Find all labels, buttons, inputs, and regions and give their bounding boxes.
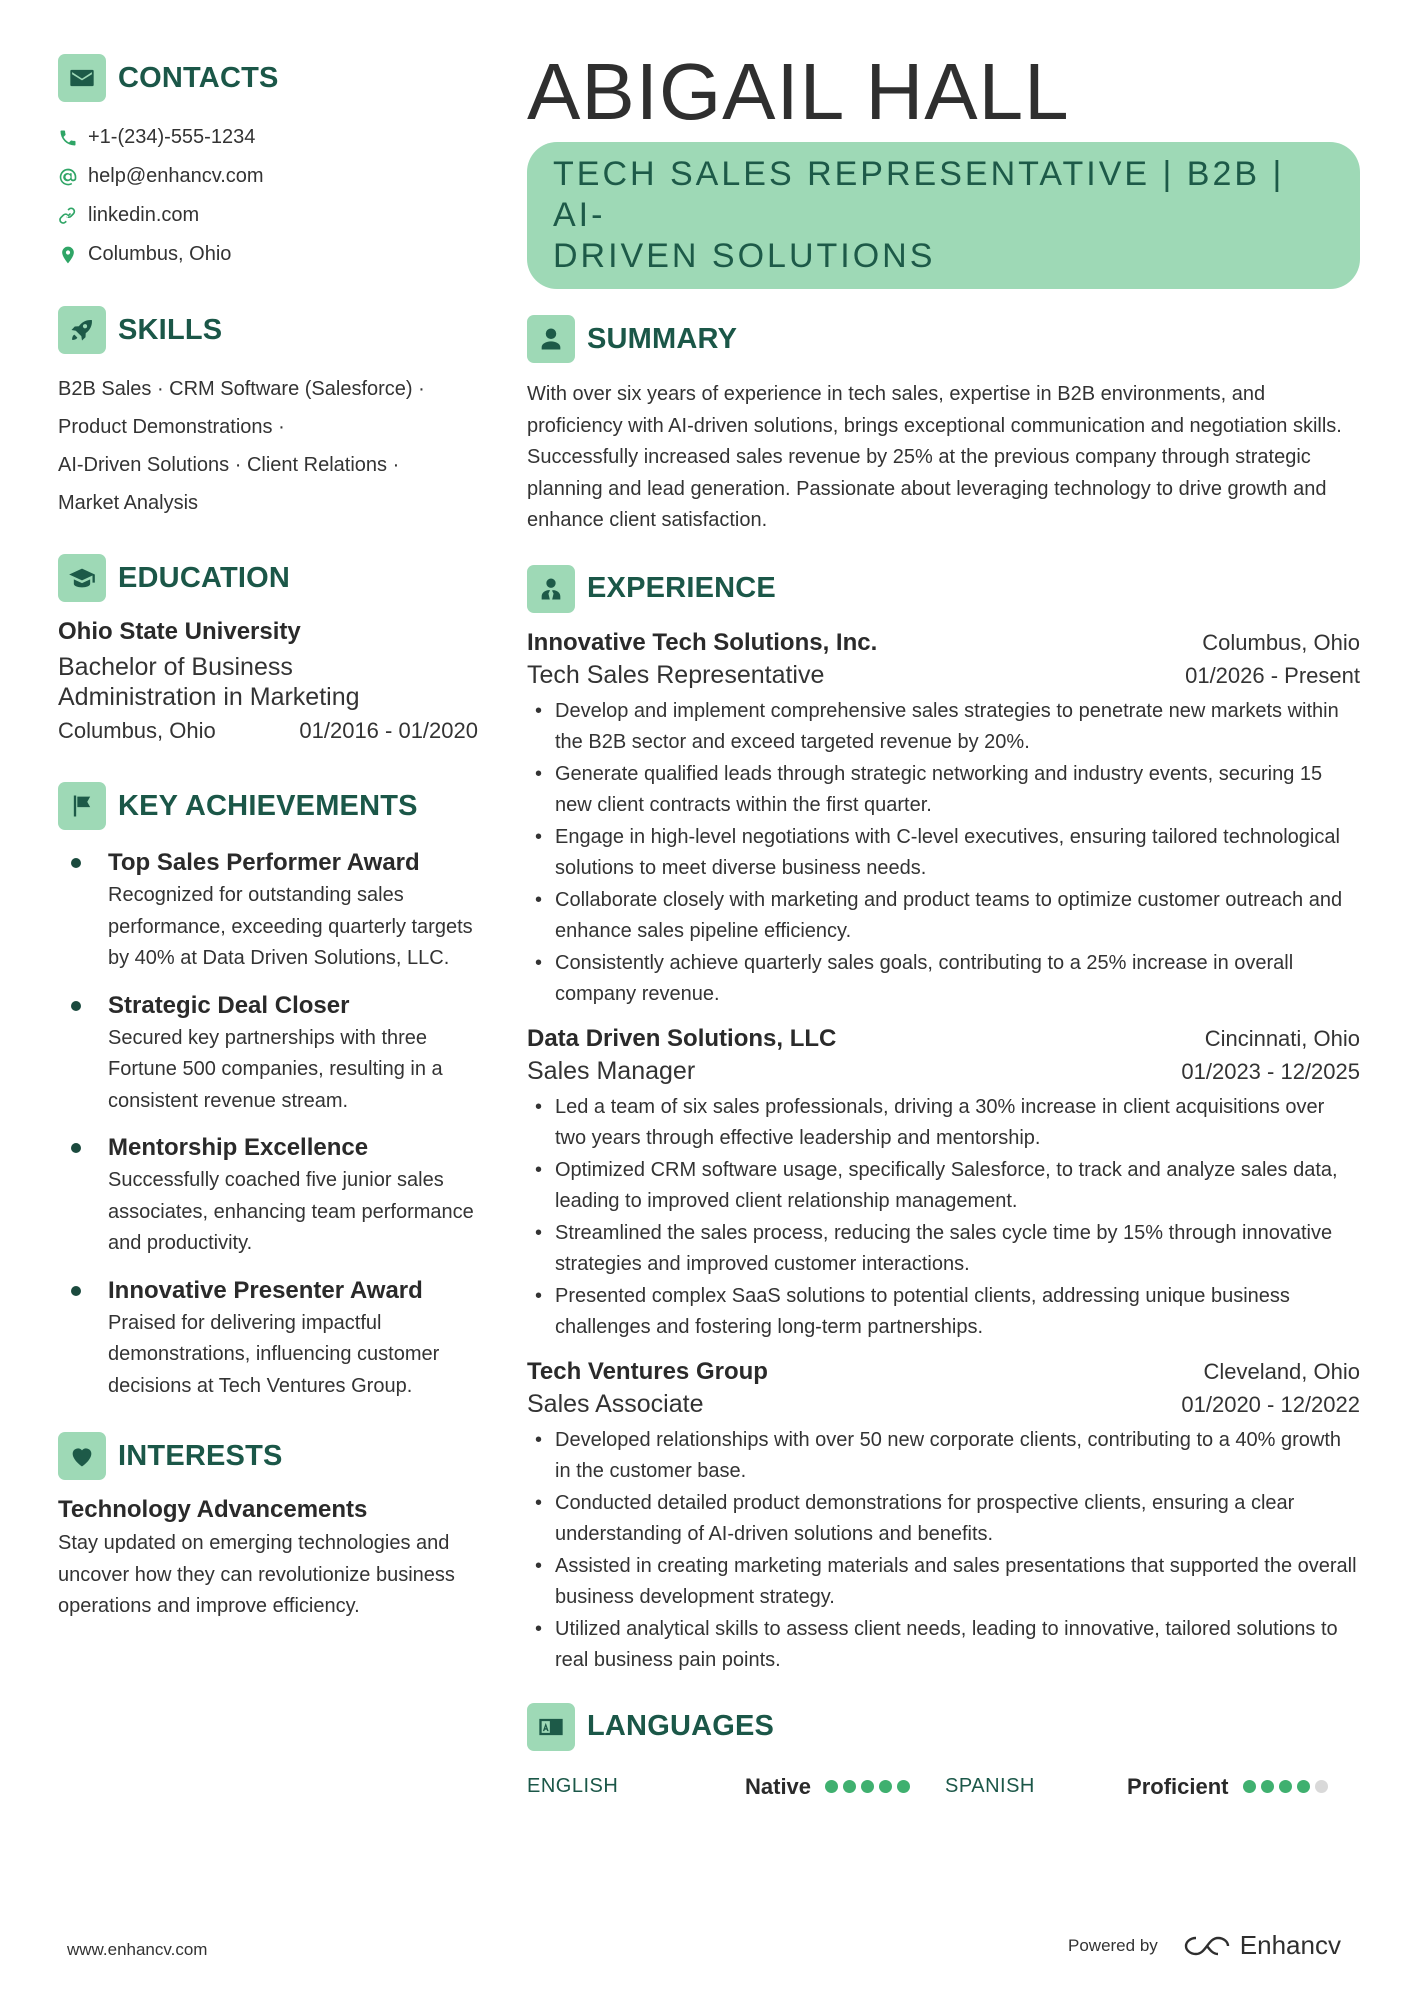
map-pin-icon	[58, 245, 78, 265]
job-bullet: • Generate qualified leads through strategic networking and industry events, securing 15 new client contracts within the first quarter.	[527, 759, 1360, 822]
interest-title: Technology Advancements	[58, 1496, 368, 1523]
contact-phone	[58, 118, 478, 157]
flag-icon	[58, 782, 106, 830]
footer-website[interactable]: www.enhancv.com	[67, 1940, 208, 1959]
job-bullet: • Conducted detailed product demonstrations for prospective clients, ensuring a clear understanding of AI-driven solutions and benefits.	[527, 1488, 1360, 1551]
achievements-header	[58, 780, 478, 832]
achievement-desc: Successfully coached five junior sales associates, enhancing team performance and productivity.	[108, 1169, 474, 1254]
job-bullet: • Developed relationships with over 50 new corporate clients, contributing to a 40% growth in the customer base.	[527, 1425, 1360, 1488]
job-bullet: • Engage in high-level negotiations with C-level executives, ensuring tailored technological solutions to meet diverse business needs.	[527, 822, 1360, 885]
job-dates: 01/2023 - 12/2025	[1181, 1058, 1360, 1084]
job-bullets	[527, 696, 1360, 1011]
interest-entry	[58, 1496, 478, 1623]
job-role: Tech Sales Representative	[527, 660, 825, 689]
school-name: Ohio State University	[58, 618, 301, 645]
contact-location	[58, 235, 478, 274]
link-icon	[58, 206, 78, 226]
rating-dot	[879, 1780, 892, 1793]
job-bullet: • Optimized CRM software usage, specifically Salesforce, to track and analyze sales data, leading to improved client relationship management.	[527, 1155, 1360, 1218]
achievement-title: Strategic Deal Closer	[108, 991, 350, 1019]
experience-list	[527, 629, 1360, 1677]
job-role: Sales Associate	[527, 1389, 704, 1418]
skills-line-4: Market Analysis	[58, 492, 199, 514]
job-title-line-2: DRIVEN SOLUTIONS	[553, 237, 936, 275]
skills-line-3: AI-Driven Solutions · Client Relations ·	[58, 454, 400, 476]
skills-title: SKILLS	[118, 313, 223, 346]
achievement-item	[58, 1274, 478, 1403]
bullet-dot	[71, 1286, 81, 1296]
language-name: SPANISH	[945, 1775, 1035, 1797]
summary-text: With over six years of experience in tech sales, expertise in B2B environments, and proficiency with AI-driven solutions, brings exceptional communication and negotiation skills. Successfully increased sales revenue by 25% at the previous company through strategic planning and lead generation. Passionate about leveraging technology to drive growth and enhance client satisfaction.	[527, 383, 1342, 531]
achievement-title: Top Sales Performer Award	[108, 849, 420, 876]
powered-by-label: Powered by	[1068, 1935, 1158, 1955]
summary-title: SUMMARY	[587, 322, 738, 355]
education-header	[58, 552, 478, 604]
degree-line-2: Administration in Marketing	[58, 683, 360, 711]
job-company: Innovative Tech Solutions, Inc.	[527, 628, 878, 656]
contacts-title: CONTACTS	[118, 61, 279, 94]
languages-title: LANGUAGES	[587, 1710, 775, 1742]
education-location: Columbus, Ohio	[58, 718, 216, 743]
contacts-header	[58, 52, 478, 104]
job-entry	[527, 1025, 1360, 1344]
rating-dot	[825, 1780, 838, 1793]
achievement-desc: Secured key partnerships with three Fortune 500 companies, resulting in a consistent revenue stream.	[108, 1026, 443, 1112]
brand-logo[interactable]	[1184, 1930, 1341, 1961]
graduation-cap-icon	[58, 554, 106, 602]
heart-icon	[58, 1432, 106, 1480]
job-bullet: • Collaborate closely with marketing and product teams to optimize customer outreach and enhance sales pipeline efficiency.	[527, 885, 1360, 948]
language-rating	[1243, 1780, 1333, 1793]
job-bullet: • Utilized analytical skills to assess client needs, leading to innovative, tailored solutions to real business pain points.	[527, 1614, 1360, 1677]
language-level: Native	[745, 1773, 812, 1799]
education-dates: 01/2016 - 01/2020	[299, 718, 478, 743]
job-title-banner	[527, 142, 1360, 289]
job-company: Data Driven Solutions, LLC	[527, 1024, 837, 1052]
job-bullet: • Consistently achieve quarterly sales goals, contributing to a 25% increase in overall company revenue.	[527, 948, 1360, 1011]
contact-linkedin	[58, 196, 478, 235]
education-title: EDUCATION	[118, 561, 291, 594]
rating-dot	[1279, 1780, 1292, 1793]
contacts-list	[58, 118, 478, 274]
languages-row	[527, 1767, 1360, 1807]
envelope-icon	[58, 54, 106, 102]
job-company: Tech Ventures Group	[527, 1357, 768, 1385]
language-name: ENGLISH	[527, 1775, 619, 1797]
job-bullets	[527, 1092, 1360, 1344]
user-icon	[527, 315, 575, 363]
bullet-dot	[71, 1143, 81, 1153]
job-bullet: • Led a team of six sales professionals, driving a 30% increase in client acquisitions over two years through effective leadership and mentorship.	[527, 1092, 1360, 1155]
achievements-list	[58, 846, 478, 1402]
degree-line-1: Bachelor of Business	[58, 653, 293, 681]
location-text: Columbus, Ohio	[88, 243, 232, 265]
interests-title: INTERESTS	[118, 1439, 283, 1472]
language-level: Proficient	[1127, 1773, 1229, 1799]
languages-header	[527, 1701, 1360, 1753]
achievement-item	[58, 846, 478, 975]
bullet-dot	[71, 858, 81, 868]
job-dates: 01/2026 - Present	[1185, 662, 1360, 688]
achievement-desc: Praised for delivering impactful demonstrations, influencing customer decisions at Tech Ventures Group.	[108, 1311, 440, 1397]
footer-brand-area	[1068, 1930, 1341, 1961]
rating-dot	[1315, 1780, 1328, 1793]
job-bullets	[527, 1425, 1360, 1677]
phone-text[interactable]: +1-(234)-555-1234	[88, 126, 256, 148]
enhancv-logo-icon	[1184, 1934, 1230, 1958]
job-location: Cincinnati, Ohio	[1204, 1025, 1360, 1051]
job-bullet: • Streamlined the sales process, reducing the sales cycle time by 15% through innovative strategies and improved customer interactions.	[527, 1218, 1360, 1281]
rating-dot	[843, 1780, 856, 1793]
language-rating	[825, 1780, 945, 1793]
rocket-icon	[58, 306, 106, 354]
job-location: Columbus, Ohio	[1202, 629, 1360, 655]
skills-list	[58, 370, 478, 522]
achievement-item	[58, 989, 478, 1118]
achievements-title: KEY ACHIEVEMENTS	[118, 789, 418, 822]
rating-dot	[1297, 1780, 1310, 1793]
summary-header	[527, 313, 1360, 365]
interest-desc: Stay updated on emerging technologies and uncover how they can revolutionize business operations and improve efficiency.	[58, 1532, 455, 1617]
achievement-item	[58, 1131, 478, 1260]
interests-header	[58, 1430, 478, 1482]
job-location: Cleveland, Ohio	[1203, 1358, 1360, 1384]
job-title-line-1: TECH SALES REPRESENTATIVE | B2B | AI-	[553, 155, 1285, 234]
achievement-title: Mentorship Excellence	[108, 1134, 369, 1161]
rating-dot	[861, 1780, 874, 1793]
brand-name: Enhancv	[1239, 1930, 1341, 1960]
skills-line-2: Product Demonstrations ·	[58, 416, 285, 438]
skills-header	[58, 304, 478, 356]
user-tie-icon	[527, 565, 575, 613]
email-text[interactable]: help@enhancv.com	[88, 165, 264, 187]
job-dates: 01/2020 - 12/2022	[1181, 1391, 1360, 1417]
rating-dot	[1243, 1780, 1256, 1793]
bullet-dot	[71, 1001, 81, 1011]
rating-dot	[1261, 1780, 1274, 1793]
achievement-desc: Recognized for outstanding sales performance, exceeding quarterly targets by 40% at Data Driven Solutions, LLC.	[108, 884, 473, 969]
job-entry	[527, 1358, 1360, 1677]
rating-dot	[897, 1780, 910, 1793]
right-column	[527, 47, 1360, 1807]
left-column	[58, 52, 478, 1623]
job-bullet: • Develop and implement comprehensive sales strategies to penetrate new markets within the B2B sector and exceed targeted revenue by 20%.	[527, 696, 1360, 759]
education-meta	[58, 718, 478, 744]
at-icon	[58, 167, 78, 187]
candidate-name: ABIGAIL HALL	[527, 47, 1070, 136]
contact-email	[58, 157, 478, 196]
experience-title: EXPERIENCE	[587, 572, 776, 604]
job-bullet: • Presented complex SaaS solutions to potential clients, addressing unique business challenges and fostering long-term partnerships.	[527, 1281, 1360, 1344]
job-role: Sales Manager	[527, 1056, 696, 1085]
skills-line-1: B2B Sales · CRM Software (Salesforce) ·	[58, 378, 425, 400]
experience-header	[527, 563, 1360, 615]
translate-icon	[527, 1703, 575, 1751]
achievement-title: Innovative Presenter Award	[108, 1276, 423, 1304]
education-entry	[58, 618, 478, 744]
phone-icon	[58, 128, 78, 148]
job-bullet: • Assisted in creating marketing materials and sales presentations that supported the overall business development strategy.	[527, 1551, 1360, 1614]
job-entry	[527, 629, 1360, 1011]
linkedin-text[interactable]: linkedin.com	[88, 204, 200, 226]
